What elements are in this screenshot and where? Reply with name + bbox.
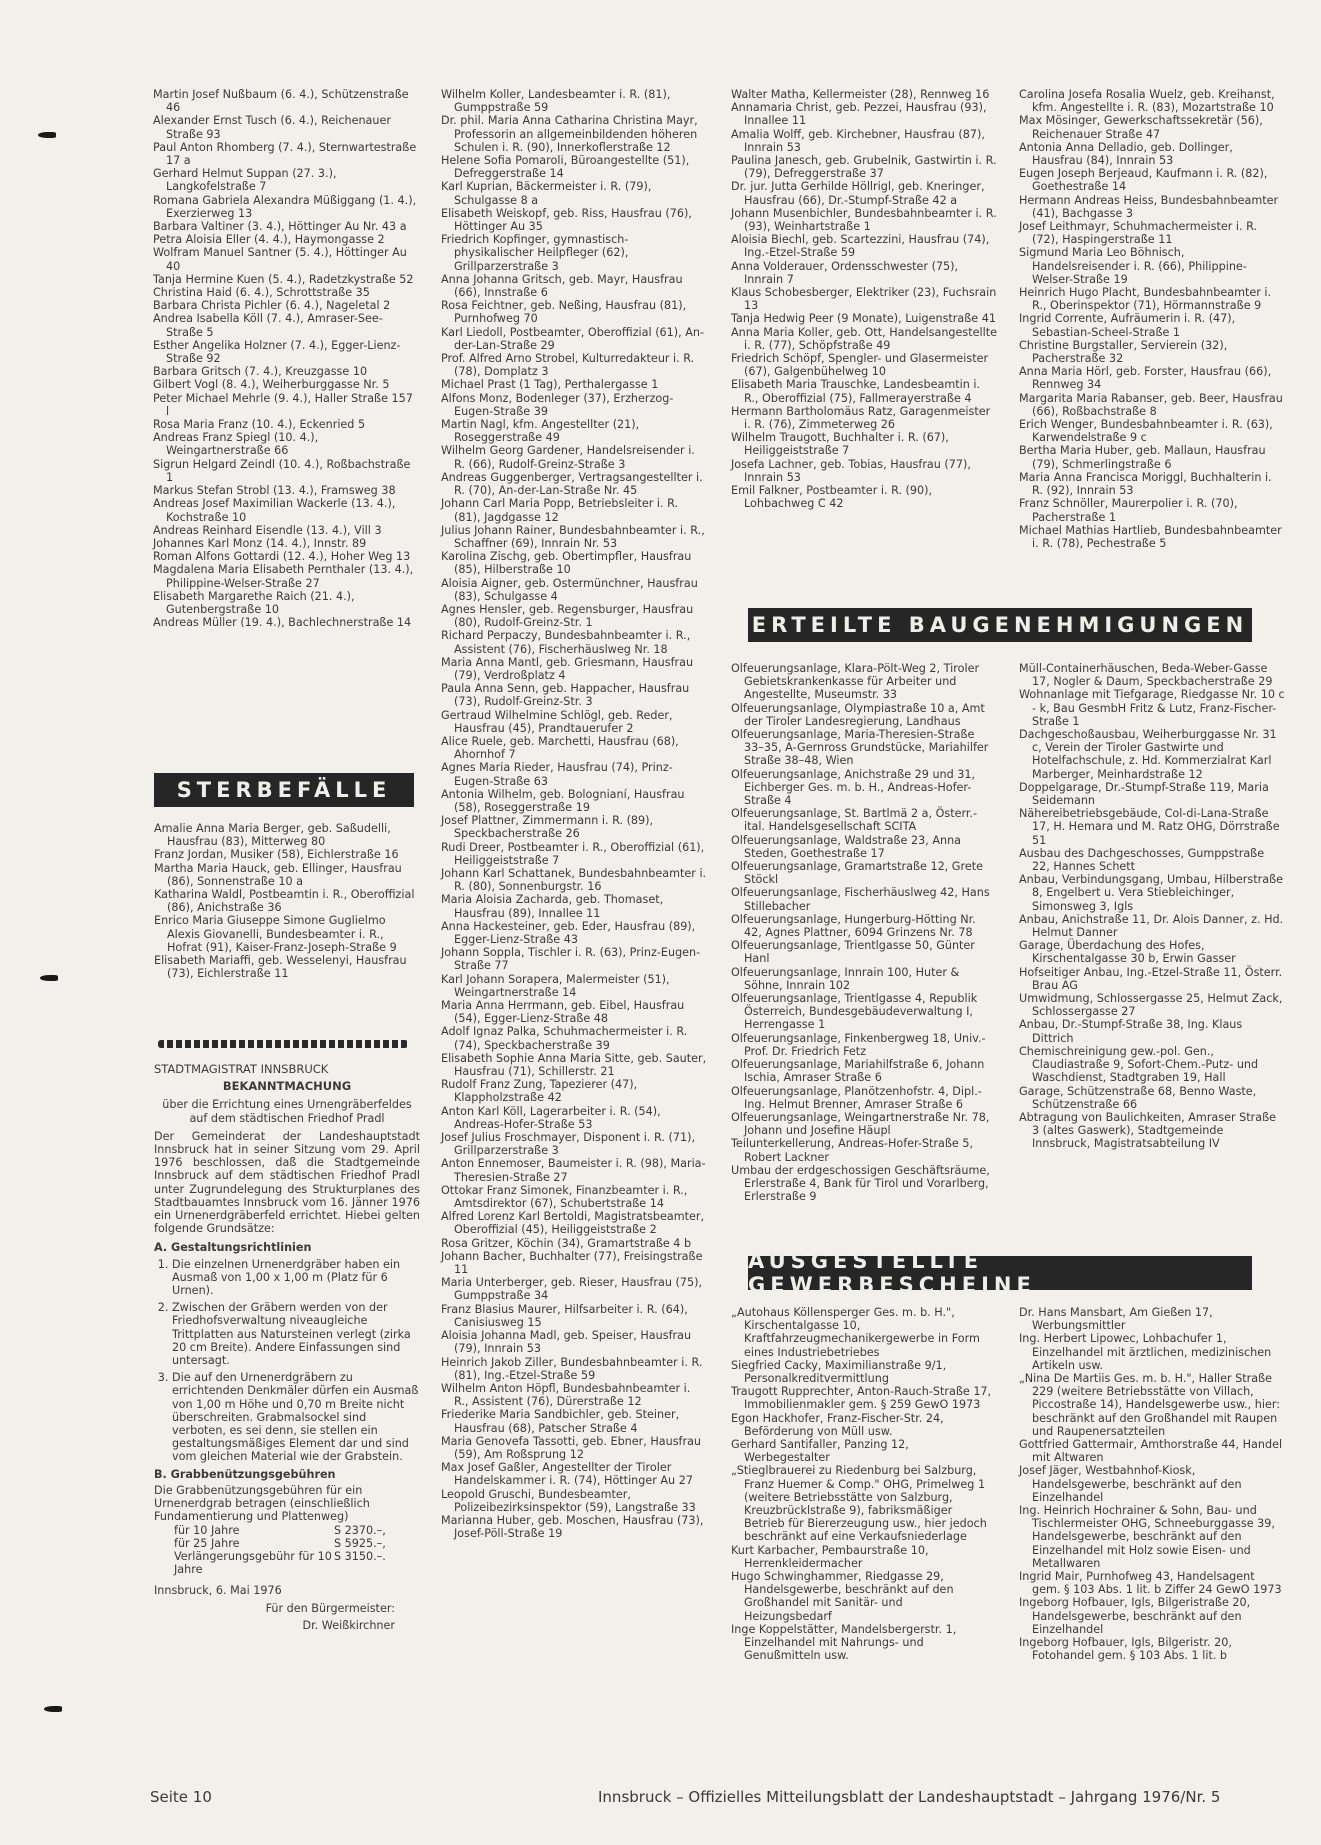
list-entry: Elisabeth Margarethe Raich (21. 4.), Gutenbergstraße 10 (153, 589, 355, 616)
margin-mark (40, 975, 58, 981)
permit-entry: Olfeuerungsanlage, St. Bartlmä 2 a, Österr.-ital. Handelsgesellschaft SCITA (731, 807, 978, 834)
death-entry: Friedrich Kopfinger, gymnastisch-physikalischer Heilpfleger (62), Grillparzerstraße 3 (441, 233, 629, 273)
sterbefaelle-list (154, 822, 420, 980)
death-entry: Johann Musenbichler, Bundesbahnbeamter i. R. (93), Weinhartstraße 1 (731, 206, 997, 234)
permit-entry: Müll-Containerhäuschen, Beda-Weber-Gasse 17, Nogler & Daum, Speckbacherstraße 29 (1019, 662, 1273, 689)
list-entry: Magdalena Maria Elisabeth Pernthaler (13. 4.), Philippine-Welser-Straße 27 (153, 563, 414, 590)
license-entry: Traugott Rupprechter, Anton-Rauch-Straße 17, Immobilienmakler gem. § 259 GewO 1973 (731, 1385, 992, 1412)
death-entry: Michael Prast (1 Tag), Perthalergasse 1 (441, 378, 659, 392)
list-entry: Esther Angelika Holzner (7. 4.), Egger-Lienz-Straße 92 (153, 338, 401, 366)
death-entry: Rosa Gritzer, Köchin (34), Gramartstraße 4 b (441, 1236, 692, 1250)
death-entry: Martin Nagl, kfm. Angestellter (21), Roseggerstraße 49 (441, 418, 640, 445)
death-entry: Walter Matha, Kellermeister (28), Rennweg 16 (731, 88, 990, 101)
death-entry: Andreas Guggenberger, Vertragsangestellter i. R. (70), An-der-Lan-Straße Nr. 45 (441, 470, 703, 498)
death-entry: Heinrich Hugo Placht, Bundesbahnbeamter i. R., Oberinspektor (71), Hörmannstraße 9 (1019, 286, 1272, 313)
permit-entry: Teilunterkellerung, Andreas-Hofer-Straße 5, Robert Lackner (731, 1137, 974, 1164)
death-entry: Max Mösinger, Gewerkschaftssekretär (56), Reichenauer Straße 47 (1019, 114, 1263, 141)
permit-entry: Hofseitiger Anbau, Ing.-Etzel-Straße 11, Österr. Brau AG (1019, 965, 1283, 992)
license-entry: Ingrid Mair, Purnhofweg 43, Handelsagent gem. § 103 Abs. 1 lit. b Ziffer 24 GewO 1973 (1019, 1570, 1282, 1597)
death-entry: Carolina Josefa Rosalia Wuelz, geb. Kreihanst, kfm. Angestellte i. R. (83), Mozartstraße 10 (1019, 88, 1275, 115)
death-entry: Aloisia Biechl, geb. Scartezzini, Hausfrau (74), Ing.-Etzel-Straße 59 (731, 233, 990, 260)
death-entry: Antonia Wilhelm, geb. Bolognianí, Hausfrau (58), Roseggerstraße 19 (441, 787, 685, 814)
death-entry: Max Josef Gaßler, Angestellter der Tiroler Handelskammer i. R. (74), Höttinger Au 27 (441, 1461, 693, 1488)
permit-entry: Olfeuerungsanlage, Maria-Theresien-Straße 33–35, A-Gernross Grundstücke, Mariahilfer Straße 38–48, Wien (731, 728, 989, 768)
death-entry: Prof. Alfred Arno Strobel, Kulturredakteur i. R. (78), Domplatz 3 (441, 352, 695, 379)
death-entry: Johann Karl Schattanek, Bundesbahnbeamter i. R. (80), Sonnenburgstr. 16 (441, 866, 707, 894)
page-number: Seite 10 (150, 1788, 212, 1806)
fees-intro: Die Grabbenützungsgebühren für ein Urnenerdgrab betragen (einschließlich Fundamentierung und Plattenweg) (154, 1483, 370, 1524)
permit-entry: Olfeuerungsanlage, Weingartnerstraße Nr. 78, Johann und Josefine Häupl (731, 1110, 990, 1138)
list-entry: Andreas Josef Maximilian Wackerle (13. 4.), Kochstraße 10 (153, 497, 396, 524)
death-entry: Heinrich Jakob Ziller, Bundesbahnbeamter i. R. (81), Ing.-Etzel-Straße 59 (441, 1355, 703, 1382)
death-list-column-3 (731, 88, 997, 511)
death-entry: Anna Maria Hörl, geb. Forster, Hausfrau (66), Rennweg 34 (1019, 365, 1272, 392)
death-entry: Enrico Maria Giuseppe Simone Guglielmo Alexis Giovanelli, Bundesbeamter i. R., Hofrat (91), Kaiser-Franz-Joseph-Straße 9 (154, 914, 397, 954)
death-entry: Josef Julius Froschmayer, Disponent i. R. (71), Grillparzerstraße 3 (441, 1131, 696, 1158)
notice-subtitle: über die Errichtung eines Urnengräberfeldes auf dem städtischen Friedhof Pradl (162, 1098, 412, 1125)
list-entry: Tanja Hermine Kuen (5. 4.), Radetzkystraße 52 (153, 272, 414, 286)
permit-entry: Garage, Schützenstraße 68, Benno Waste, Schützenstraße 66 (1019, 1084, 1257, 1111)
death-entry: Josef Leithmayr, Schuhmachermeister i. R. (72), Haspingerstraße 11 (1019, 220, 1258, 247)
death-entry: Rudi Dreer, Postbeamter i. R., Oberoffizial (61), Heiliggeiststraße 7 (441, 840, 705, 867)
list-entry: Barbara Christa Pichler (6. 4.), Nageletal 2 (153, 299, 391, 313)
death-entry: Wilhelm Anton Höpfl, Bundesbahnbeamter i. R., Assistent (76), Dürerstraße 12 (441, 1381, 691, 1409)
list-entry: Martin Josef Nußbaum (6. 4.), Schützenstraße 46 (153, 88, 409, 115)
death-entry: Margarita Maria Rabanser, geb. Beer, Hausfrau (66), Roßbachstraße 8 (1019, 391, 1283, 418)
death-entry: Adolf Ignaz Palka, Schuhmachermeister i. R. (74), Speckbacherstraße 39 (441, 1025, 688, 1052)
death-entry: Hermann Andreas Heiss, Bundesbahnbeamter (41), Bachgasse 3 (1019, 193, 1279, 220)
fee-amount: S 2370.–, (334, 1523, 386, 1537)
license-entry: „Nina De Martiis Ges. m. b. H.", Haller Straße 229 (weitere Betriebsstätte von Villach, Piccostraße 14), Handelsgewerbe usw., hier: beschränkt auf den Großhandel mit Raupen und Raupenersatzteilen (1019, 1372, 1281, 1438)
death-entry: Paula Anna Senn, geb. Happacher, Hausfrau (73), Rudolf-Greinz-Str. 3 (441, 682, 690, 709)
death-entry: Josefa Lachner, geb. Tobias, Hausfrau (77), Innrain 53 (731, 457, 971, 484)
list-entry: Andreas Reinhard Eisendle (13. 4.), Vill 3 (153, 523, 382, 537)
permit-entry: Olfeuerungsanlage, Hungerburg-Hötting Nr. 42, Agnes Plattner, 6094 Grinzens Nr. 78 (731, 912, 976, 940)
list-entry: Sigrun Helgard Zeindl (10. 4.), Roßbachstraße 1 (153, 457, 411, 484)
list-entry: Peter Michael Mehrle (9. 4.), Haller Straße 157 l (153, 391, 413, 418)
list-entry: Gilbert Vogl (8. 4.), Weiherburggasse Nr. 5 (153, 378, 390, 392)
permit-entry: Olfeuerungsanlage, Trientlgasse 4, Republik Österreich, Bundesgebäudeverwaltung I, Herrengasse 1 (731, 992, 978, 1032)
list-entry: Markus Stefan Strobl (13. 4.), Framsweg 38 (153, 484, 396, 498)
margin-mark (38, 132, 56, 138)
rule-item: 1. Die einzelnen Urnenerdgräber haben ein Ausmaß von 1,00 x 1,00 m (Platz für 6 Urnen). (172, 1258, 420, 1298)
permit-entry: Garage, Überdachung des Hofes, Kirschentalgasse 30 b, Erwin Gasser (1019, 939, 1236, 966)
death-entry: Amalie Anna Maria Berger, geb. Saßudelli, Hausfrau (83), Mitterweg 80 (154, 822, 391, 849)
death-entry: Ingrid Corrente, Aufräumerin i. R. (47), Sebastian-Scheel-Straße 1 (1019, 312, 1236, 339)
death-entry: Emil Falkner, Postbeamter i. R. (90), Lohbachweg C 42 (731, 484, 933, 511)
death-entry: Rudolf Franz Zung, Tapezierer (47), Klappholzstraße 42 (441, 1078, 638, 1105)
death-entry: Leopold Gruschi, Bundesbeamter, Polizeibezirksinspektor (59), Langstraße 33 (441, 1487, 696, 1514)
death-entry: Marianna Huber, geb. Moschen, Hausfrau (73), Josef-Pöll-Straße 19 (441, 1513, 704, 1541)
license-entry: Gottfried Gattermair, Amthorstraße 44, Handel mit Altwaren (1019, 1438, 1283, 1465)
baugenehmigungen-list-left (731, 662, 993, 1203)
rules-list (154, 1258, 420, 1464)
permit-entry: Chemischreinigung gew.-pol. Gen., Claudiastraße 9, Sofort-Chem.-Putz- und Waschdienst, Stadtgraben 19, Hall (1019, 1044, 1259, 1085)
permit-entry: Nähereibetriebsgebäude, Col-di-Lana-Straße 17, H. Hemara und M. Ratz OHG, Dörrstraße 51 (1019, 807, 1280, 847)
death-entry: Maria Anna Herrmann, geb. Eibel, Hausfrau (54), Egger-Lienz-Straße 48 (441, 999, 685, 1026)
list-entry: Andrea Isabella Köll (7. 4.), Amraser-See-Straße 5 (153, 312, 383, 339)
death-entry: Maria Anna Francisca Moriggl, Buchhalterin i. R. (92), Innrain 53 (1019, 470, 1272, 498)
fee-label: für 25 Jahre (174, 1536, 240, 1550)
permit-entry: Olfeuerungsanlage, Gramartstraße 12, Grete Stöckl (731, 860, 983, 887)
signature-line: Für den Bürgermeister: (265, 1601, 395, 1615)
notice-title: BEKANNTMACHUNG (222, 1079, 352, 1094)
death-list-column (441, 88, 707, 1540)
death-entry: Elisabeth Mariaffi, geb. Wesselenyi, Hausfrau (73), Eichlerstraße 11 (154, 954, 407, 981)
list-entry: Romana Gabriela Alexandra Müßiggang (1. 4.), Exerzierweg 13 (153, 193, 417, 220)
license-entry: Siegfried Cacky, Maximilianstraße 9/1, Personalkreditvermittlung (731, 1358, 947, 1386)
death-entry: Ottokar Franz Simonek, Finanzbeamter i. R., Amtsdirektor (67), Schubertstraße 14 (441, 1183, 688, 1211)
list-entry: Rosa Maria Franz (10. 4.), Eckenried 5 (153, 418, 366, 432)
death-entry: Maria Genovefa Tassotti, geb. Ebner, Hausfrau (59), Am Roßsprung 12 (441, 1434, 702, 1461)
death-entry: Christine Burgstaller, Servierein (32), Pacherstraße 32 (1019, 338, 1228, 366)
list-entry: Andreas Müller (19. 4.), Bachlechnerstraße 14 (153, 616, 412, 630)
fee-row (174, 1524, 404, 1537)
sterbefaelle-heading: STERBEFÄLLE (154, 773, 414, 807)
death-entry: Alice Ruele, geb. Marchetti, Hausfrau (68), Ahornhof 7 (441, 734, 679, 762)
permit-entry: Anbau, Verbindungsgang, Umbau, Hilberstraße 8, Engelbert u. Vera Stiebleichinger, Simonsweg 3, Igls (1019, 873, 1284, 913)
death-entry: Anton Karl Köll, Lagerarbeiter i. R. (54), Andreas-Hofer-Straße 53 (441, 1104, 661, 1131)
permit-entry: Olfeuerungsanlage, Klara-Pölt-Weg 2, Tiroler Gebietskrankenkasse für Arbeiter und Angestellte, Museumstr. 33 (731, 662, 980, 702)
section-a-heading: A. Gestaltungsrichtlinien (154, 1241, 312, 1255)
bekanntmachung (154, 1063, 420, 1632)
death-entry: Anna Volderauer, Ordensschwester (75), Innrain 7 (731, 259, 959, 286)
permit-entry: Olfeuerungsanlage, Planötzenhofstr. 4, Dipl.-Ing. Helmut Brenner, Amraser Straße 6 (731, 1084, 982, 1111)
permit-entry: Abtragung von Baulichkeiten, Amraser Straße 3 (altes Gaswerk), Stadtgemeinde Innsbruck, Magistratsabteilung IV (1019, 1110, 1277, 1151)
license-entry: „Autohaus Köllensperger Ges. m. b. H.", Kirschentalgasse 10, Kraftfahrzeugmechanikergewerbe in Form eines Industriebetriebes (731, 1306, 980, 1359)
death-entry: Friederike Maria Sandbichler, geb. Steiner, Hausfrau (68), Patscher Straße 4 (441, 1408, 680, 1435)
death-entry: Wilhelm Koller, Landesbeamter i. R. (81), Gumppstraße 59 (441, 88, 671, 115)
death-entry: Paulina Janesch, geb. Grubelnik, Gastwirtin i. R. (79), Defreggerstraße 37 (731, 154, 997, 181)
death-entry: Franz Schnöller, Maurerpolier i. R. (70), Pacherstraße 1 (1019, 497, 1238, 524)
section-divider (158, 1040, 408, 1048)
death-entry: Karl Johann Sorapera, Malermeister (51), Weingartnerstraße 14 (441, 972, 670, 999)
death-entry: Anna Maria Koller, geb. Ott, Handelsangestellte i. R. (77), Schöpfstraße 49 (731, 325, 997, 352)
fee-row (174, 1550, 404, 1576)
permit-entry: Umwidmung, Schlossergasse 25, Helmut Zack, Schlossergasse 27 (1019, 992, 1283, 1019)
rule-item: 2. Zwischen der Gräbern werden von der Friedhofsverwaltung niveaugleiche Trittplatten aus Natursteinen verlegt (zirka 20 cm Breite). Andere Einfassungen sind untersagt. (172, 1301, 420, 1367)
death-entry: Klaus Schobesberger, Elektriker (23), Fuchsrain 13 (731, 286, 997, 313)
license-entry: Ingeborg Hofbauer, Igls, Bilgeristraße 20, Handelsgewerbe, beschränkt auf den Einzelhandel (1019, 1596, 1251, 1636)
death-entry: Alfred Lorenz Karl Bertoldi, Magistratsbeamter, Oberoffizial (45), Heiliggeiststraße 2 (441, 1210, 705, 1237)
death-entry: Franz Blasius Maurer, Hilfsarbeiter i. R. (64), Canisiusweg 15 (441, 1302, 688, 1329)
license-entry: Josef Jäger, Westbahnhof-Kiosk, Handelsgewerbe, beschränkt auf den Einzelhandel (1019, 1464, 1242, 1504)
license-entry: Ing. Herbert Lipowec, Lohbachufer 1, Einzelhandel mit ärztlichen, medizinischen Artikeln usw. (1019, 1332, 1272, 1372)
permit-entry: Olfeuerungsanlage, Mariahilfstraße 6, Johann Ischia, Amraser Straße 6 (731, 1058, 985, 1085)
death-list-column-4 (1019, 88, 1285, 550)
baugenehmigungen-list-right (1019, 662, 1285, 1151)
death-entry: Sigmund Maria Leo Böhnisch, Handelsreisender i. R. (66), Philippine-Welser-Straße 19 (1019, 246, 1247, 286)
issuer: STADTMAGISTRAT INNSBRUCK (154, 1062, 329, 1076)
permit-entry: Olfeuerungsanlage, Waldstraße 23, Anna Steden, Goethestraße 17 (731, 833, 962, 860)
death-entry: Johann Soppla, Tischler i. R. (63), Prinz-Eugen-Straße 77 (441, 946, 701, 973)
death-entry: Martha Maria Hauck, geb. Ellinger, Hausfrau (86), Sonnenstraße 10 a (154, 861, 402, 888)
death-entry: Karolina Zischg, geb. Obertimpfler, Hausfrau (85), Hilberstraße 10 (441, 550, 692, 577)
death-entry: Dr. jur. Jutta Gerhilde Höllrigl, geb. Kneringer, Hausfrau (66), Dr.-Stumpf-Straße 42 a (731, 180, 985, 207)
death-entry: Karl Liedoll, Postbeamter, Oberoffizial (61), An-der-Lan-Straße 29 (441, 325, 705, 352)
birth-list-column (153, 88, 419, 629)
death-entry: Maria Anna Mantl, geb. Griesmann, Hausfrau (79), Verdroßplatz 4 (441, 655, 694, 682)
death-entry: Hermann Bartholomäus Ratz, Garagenmeister i. R. (76), Zimmeterweg 26 (731, 404, 991, 432)
list-entry: Barbara Valtiner (3. 4.), Höttinger Au Nr. 43 a (153, 220, 407, 234)
license-entry: Kurt Karbacher, Pembaurstraße 10, Herrenkleidermacher (731, 1543, 929, 1570)
fee-amount: S 5925.–, (334, 1536, 386, 1550)
death-entry: Josef Plattner, Zimmermann i. R. (89), Speckbacherstraße 26 (441, 814, 654, 841)
license-entry: Dr. Hans Mansbart, Am Gießen 17, Werbungsmittler (1019, 1306, 1213, 1333)
death-entry: Anna Hackesteiner, geb. Eder, Hausfrau (89), Egger-Lienz-Straße 43 (441, 919, 696, 946)
permit-entry: Dachgeschoßausbau, Weiherburggasse Nr. 31 c, Verein der Tiroler Gastwirte und Hotelfachschule, z. Hd. Kommerzialrat Karl Marberger, Meinhardstraße 12 (1019, 728, 1277, 781)
fee-row (174, 1537, 404, 1550)
death-entry: Rosa Feichtner, geb. Neßing, Hausfrau (81), Purnhofweg 70 (441, 299, 687, 326)
license-entry: Ingeborg Hofbauer, Igls, Bilgeristr. 20, Fotohandel gem. § 103 Abs. 1 lit. b (1019, 1636, 1232, 1663)
death-entry: Anna Johanna Gritsch, geb. Mayr, Hausfrau (66), Innstraße 6 (441, 272, 683, 300)
death-entry: Annamaria Christ, geb. Pezzei, Hausfrau (93), Innallee 11 (731, 101, 987, 128)
death-entry: Katharina Waldl, Postbeamtin i. R., Oberoffizial (86), Anichstraße 36 (154, 888, 415, 915)
permit-entry: Wohnanlage mit Tiefgarage, Riedgasse Nr. 10 c - k, Bau GesmbH Fritz & Lutz, Franz-Fischer-Straße 1 (1019, 688, 1285, 728)
license-entry: Egon Hackhofer, Franz-Fischer-Str. 24, Beförderung von Müll usw. (731, 1411, 944, 1438)
gewerbescheine-heading: AUSGESTELLTE GEWERBESCHEINE (748, 1256, 1252, 1290)
permit-entry: Olfeuerungsanlage, Anichstraße 29 und 31, Eichberger Ges. m. b. H., Andreas-Hofer-Straße 4 (731, 767, 976, 808)
death-entry: Elisabeth Weiskopf, geb. Riss, Hausfrau (76), Höttinger Au 35 (441, 206, 692, 234)
death-entry: Alfons Monz, Bodenleger (37), Erzherzog-Eugen-Straße 39 (441, 391, 674, 418)
death-entry: Richard Perpaczy, Bundesbahnbeamter i. R., Assistent (76), Fischerhäuslweg Nr. 18 (441, 629, 691, 656)
death-entry: Gertraud Wilhelmine Schlögl, geb. Reder, Hausfrau (45), Prandtauerufer 2 (441, 708, 673, 735)
death-entry: Karl Kuprian, Bäckermeister i. R. (79), Schulgasse 8 a (441, 180, 652, 207)
gewerbescheine-list-left (731, 1306, 993, 1662)
permit-entry: Olfeuerungsanlage, Olympiastraße 10 a, Amt der Tiroler Landesregierung, Landhaus (731, 701, 985, 728)
baugenehmigungen-heading: ERTEILTE BAUGENEHMIGUNGEN (748, 608, 1252, 642)
list-entry: Christina Haid (6. 4.), Schrottstraße 35 (153, 286, 370, 300)
permit-entry: Olfeuerungsanlage, Trientlgasse 50, Günter Hanl (731, 939, 975, 966)
license-entry: Ing. Heinrich Hochrainer & Sohn, Bau- und Tischlermeister OHG, Schneeburggasse 39, Handelsgewerbe, beschränkt auf den Einzelhandel mit Holz sowie Eisen- und Metallwaren (1019, 1504, 1275, 1570)
permit-entry: Olfeuerungsanlage, Fischerhäuslweg 42, Hans Stillebacher (731, 886, 990, 913)
gewerbescheine-list-right (1019, 1306, 1285, 1662)
list-entry: Petra Aloisia Eller (4. 4.), Haymongasse 2 (153, 233, 385, 247)
death-entry: Maria Aloisia Zacharda, geb. Thomaset, Hausfrau (89), Innallee 11 (441, 893, 664, 920)
death-entry: Johann Bacher, Buchhalter (77), Freisingstraße 11 (441, 1249, 703, 1277)
fee-amount: S 3150.–. (334, 1549, 386, 1563)
license-entry: Inge Koppelstätter, Mandelsbergerstr. 1, Einzelhandel mit Nahrungs- und Genußmitteln usw. (731, 1622, 957, 1663)
death-entry: Michael Mathias Hartlieb, Bundesbahnbeamter i. R. (78), Pechestraße 5 (1019, 523, 1282, 550)
death-entry: Dr. phil. Maria Anna Catharina Christina Mayr, Professorin an allgemeinbildenden höheren Schulen i. R. (90), Innerkoflerstraße 12 (441, 114, 698, 154)
permit-entry: Ausbau des Dachgeschosses, Gumppstraße 22, Hannes Schett (1019, 846, 1265, 874)
death-entry: Franz Jordan, Musiker (58), Eichlerstraße 16 (154, 848, 399, 862)
notice-date: Innsbruck, 6. Mai 1976 (154, 1584, 282, 1598)
death-entry: Amalia Wolff, geb. Kirchebner, Hausfrau (87), Innrain 53 (731, 127, 985, 154)
list-entry: Alexander Ernst Tusch (6. 4.), Reichenauer Straße 93 (153, 114, 391, 141)
fee-label: für 10 Jahre (174, 1523, 240, 1537)
license-entry: Hugo Schwinghammer, Riedgasse 29, Handelsgewerbe, beschränkt auf den Großhandel mit Sanitär- und Heizungsbedarf (731, 1570, 954, 1623)
death-entry: Elisabeth Maria Trauschke, Landesbeamtin i. R., Oberoffizial (75), Fallmerayerstraße 4 (731, 378, 981, 405)
death-entry: Aloisia Aigner, geb. Ostermünchner, Hausfrau (83), Schulgasse 4 (441, 576, 698, 603)
death-entry: Helene Sofia Pomaroli, Büroangestellte (51), Defreggerstraße 14 (441, 154, 690, 181)
death-entry: Agnes Hensler, geb. Regensburger, Hausfrau (80), Rudolf-Greinz-Str. 1 (441, 602, 694, 630)
rule-item: 3. Die auf den Urnenerdgräbern zu errichtenden Denkmäler dürfen ein Ausmaß von 1,00 m Höhe und 0,70 m Breite nicht überschreiten. Grabmalsockel sind verboten, es sei denn, sie stellen ein gestaltungsmäßiges Element dar und sind vom gleichen Material wie der Grabstein. (172, 1371, 420, 1463)
list-entry: Barbara Gritsch (7. 4.), Kreuzgasse 10 (153, 365, 368, 379)
notice-intro: Der Gemeinderat der Landeshauptstadt Innsbruck hat in seiner Sitzung vom 29. April 1976 beschlossen, daß die Stadtgemeinde Innsbruck auf dem städtischen Friedhof Pradl unter Zugrundelegung des Strukturplanes des Stadtbauamtes Innsbruck vom 16. Jänner 1976 ein Urnenerdgräberfeld errichtet. Hiebei gelten folgende Grundsätze: (154, 1129, 420, 1236)
death-entry: Bertha Maria Huber, geb. Mallaun, Hausfrau (79), Schmerlingstraße 6 (1019, 444, 1266, 471)
permit-entry: Olfeuerungsanlage, Innrain 100, Huter & Söhne, Innrain 102 (731, 965, 960, 992)
death-entry: Maria Unterberger, geb. Rieser, Hausfrau (75), Gumppstraße 34 (441, 1276, 702, 1303)
list-entry: Paul Anton Rhomberg (7. 4.), Sternwartestraße 17 a (153, 140, 417, 168)
death-entry: Erich Wenger, Bundesbahnbeamter i. R. (63), Karwendelstraße 9 c (1019, 418, 1273, 445)
fee-label: Verlängerungsgebühr für 10 Jahre (174, 1549, 332, 1577)
publication-title: Innsbruck – Offizielles Mitteilungsblatt der Landeshauptstadt – Jahrgang 1976/Nr. 5 (598, 1788, 1221, 1806)
permit-entry: Umbau der erdgeschossigen Geschäftsräume, Erlerstraße 4, Bank für Tirol und Vorarlberg, Erlerstraße 9 (731, 1163, 990, 1204)
death-entry: Anton Ennemoser, Baumeister i. R. (98), Maria-Theresien-Straße 27 (441, 1157, 706, 1184)
list-entry: Andreas Franz Spiegl (10. 4.), Weingartnerstraße 66 (153, 431, 319, 458)
death-entry: Aloisia Johanna Madl, geb. Speiser, Hausfrau (79), Innrain 53 (441, 1329, 692, 1356)
permit-entry: Doppelgarage, Dr.-Stumpf-Straße 119, Maria Seidemann (1019, 780, 1269, 808)
license-entry: „Stieglbrauerei zu Riedenburg bei Salzburg, Franz Huemer & Comp." OHG, Primelweg 1 (weitere Betriebsstätte von Salzburg, Kreuzbrücklstraße 9), fabriksmäßiger Betrieb für Biererzeugung usw., hier jedoch beschränkt auf eine Verkaufsniederlage (731, 1464, 987, 1544)
list-entry: Roman Alfons Gottardi (12. 4.), Hoher Weg 13 (153, 550, 411, 564)
death-entry: Johann Carl Maria Popp, Betriebsleiter i. R. (81), Jagdgasse 12 (441, 497, 679, 524)
signature-name: Dr. Weißkirchner (302, 1618, 395, 1632)
fee-table (174, 1524, 404, 1577)
permit-entry: Olfeuerungsanlage, Finkenbergweg 18, Univ.-Prof. Dr. Friedrich Fetz (731, 1031, 986, 1058)
death-entry: Wilhelm Georg Gardener, Handelsreisender i. R. (66), Rudolf-Greinz-Straße 3 (441, 444, 695, 471)
death-entry: Tanja Hedwig Peer (9 Monate), Luigenstraße 41 (731, 312, 996, 326)
list-entry: Wolfram Manuel Santner (5. 4.), Höttinger Au 40 (153, 246, 407, 273)
death-entry: Julius Johann Rainer, Bundesbahnbeamter i. R., Schaffner (69), Innrain Nr. 53 (441, 523, 705, 550)
death-entry: Wilhelm Traugott, Buchhalter i. R. (67), Heiliggeiststraße 7 (731, 431, 949, 458)
margin-mark (44, 1706, 62, 1712)
list-entry: Johannes Karl Monz (14. 4.), Innstr. 89 (153, 536, 367, 550)
death-entry: Antonia Anna Delladio, geb. Dollinger, Hausfrau (84), Innrain 53 (1019, 140, 1233, 168)
death-entry: Agnes Maria Rieder, Hausfrau (74), Prinz-Eugen-Straße 63 (441, 761, 673, 788)
death-entry: Friedrich Schöpf, Spengler- und Glasermeister (67), Galgenbühelweg 10 (731, 352, 989, 379)
death-entry: Eugen Joseph Berjeaud, Kaufmann i. R. (82), Goethestraße 14 (1019, 167, 1268, 194)
list-entry: Gerhard Helmut Suppan (27. 3.), Langkofelstraße 7 (153, 167, 337, 194)
permit-entry: Anbau, Anichstraße 11, Dr. Alois Danner, z. Hd. Helmut Danner (1019, 912, 1284, 940)
death-entry: Elisabeth Sophie Anna Maria Sitte, geb. Sauter, Hausfrau (71), Schillerstr. 21 (441, 1051, 707, 1079)
license-entry: Gerhard Santifaller, Panzing 12, Werbegestalter (731, 1438, 909, 1465)
section-b-heading: B. Grabbenützungsgebühren (154, 1467, 336, 1481)
permit-entry: Anbau, Dr.-Stumpf-Straße 38, Ing. Klaus Dittrich (1019, 1018, 1243, 1045)
